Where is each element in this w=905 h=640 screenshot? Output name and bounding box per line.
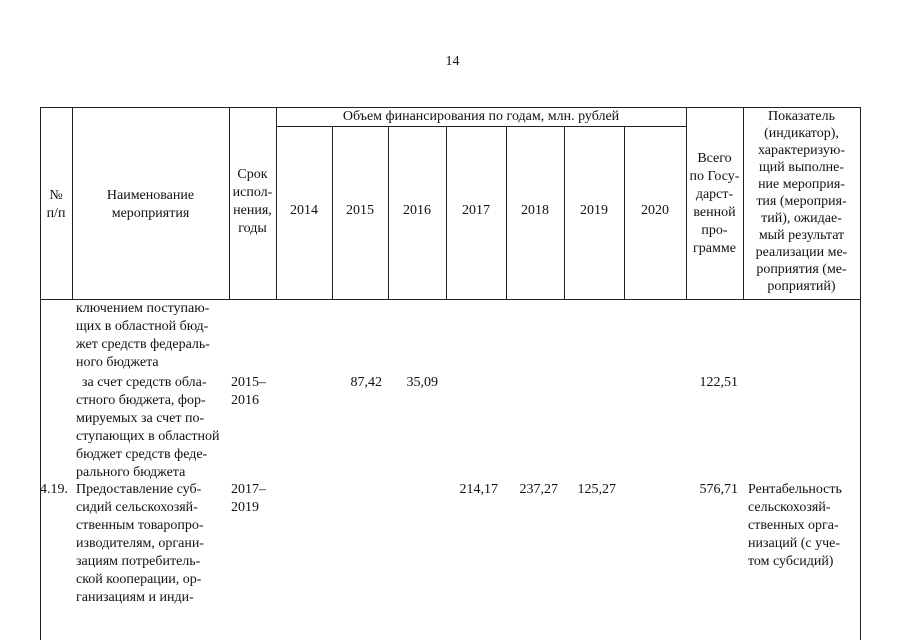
row-3-total: 576,71	[699, 482, 738, 497]
header-year-2016: 2016	[403, 203, 431, 218]
header-indicator: Показатель (индикатор), характеризую- щий выполне- ние мероприя- тия (мероприя- тий), ожидае- мый результат реализации ме- роприятия (ме- роприятий)	[755, 109, 848, 294]
page-number: 14	[445, 54, 460, 69]
row-2-name: за счет средств обла- стного бюджета, фор- мируемых за счет по- ступающих в областной бюджет средств феде- рального бюджета	[76, 375, 220, 480]
header-year-2018: 2018	[521, 203, 549, 218]
row-3-value-2018: 237,27	[519, 482, 558, 497]
header-year-2020: 2020	[641, 203, 669, 218]
header-year-2014: 2014	[290, 203, 318, 218]
header-total: Всего по Госу- дарст- венной про- грамме	[689, 151, 740, 256]
row-3-value-2017: 214,17	[459, 482, 498, 497]
row-3-name: Предоставление суб- сидий сельскохозяй- ственным товаропро- изводителям, органи- зациям потребитель- ской кооперации, ор- ганизациям и инди-	[76, 482, 204, 605]
header-year-2015: 2015	[346, 203, 374, 218]
row-3-indicator: Рентабельность сельскохозяй- ственных орга- низаций (с уче- том субсидий)	[748, 482, 842, 569]
header-num: № п/п	[46, 188, 66, 221]
header-funding-title: Объем финансирования по годам, млн. рублей	[342, 109, 620, 124]
row-1-name: ключением поступаю- щих в областной бюд- жет средств федераль- ного бюджета	[76, 301, 210, 370]
header-name: Наименование мероприятия	[106, 188, 195, 221]
row-3-value-2019: 125,27	[577, 482, 616, 497]
header-year-2017: 2017	[462, 203, 490, 218]
header-term: Срок испол- нения, годы	[232, 167, 273, 236]
row-3-num: 4.19.	[40, 482, 68, 497]
row-2-term: 2015– 2016	[231, 375, 266, 408]
row-2-value-2016: 35,09	[406, 375, 438, 390]
row-2-value-2015: 87,42	[350, 375, 382, 390]
row-3-term: 2017– 2019	[231, 482, 266, 515]
header-year-2019: 2019	[580, 203, 608, 218]
row-2-total: 122,51	[699, 375, 738, 390]
